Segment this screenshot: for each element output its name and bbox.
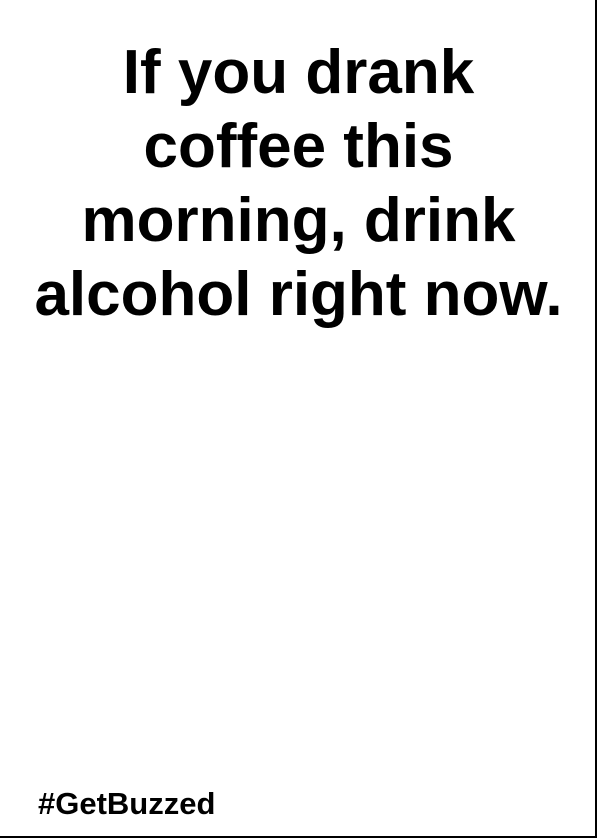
headline-line-3: morning, drink	[81, 186, 516, 255]
headline-line-4: alcohol right now.	[34, 260, 563, 329]
hashtag: #GetBuzzed	[38, 786, 216, 821]
headline-line-2: coffee this	[143, 112, 454, 181]
headline-line-1: If you drank	[122, 38, 475, 107]
headline	[0, 36, 597, 332]
